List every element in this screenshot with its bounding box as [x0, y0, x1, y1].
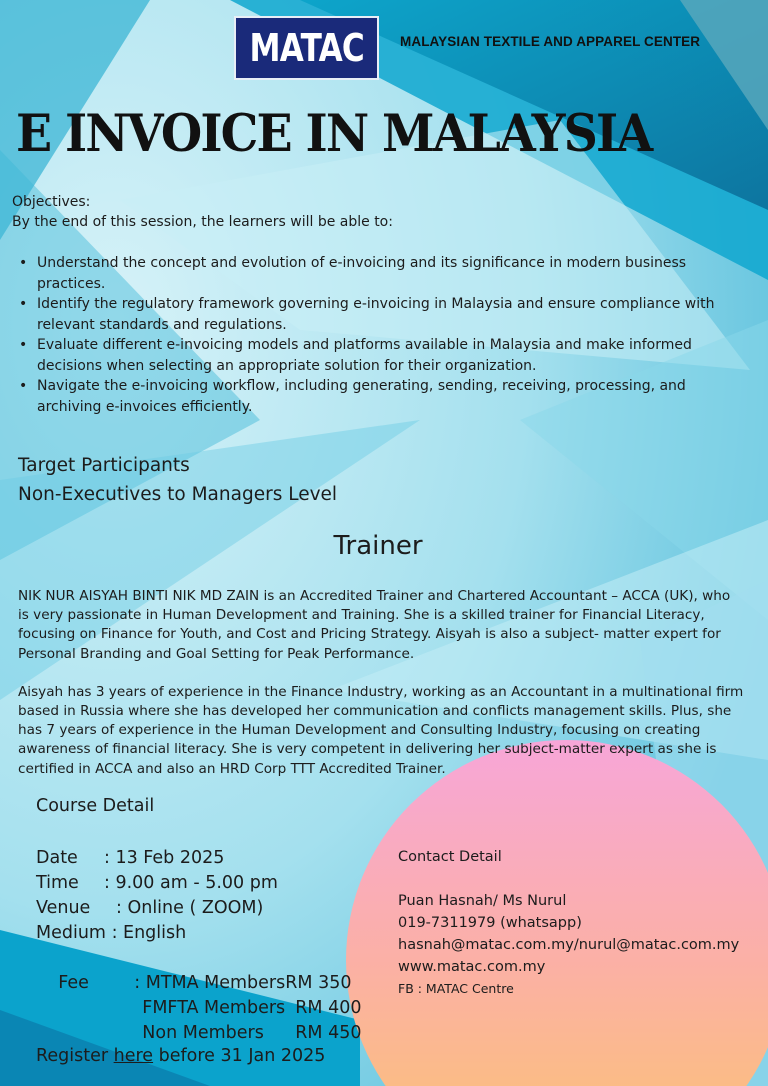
bio-paragraph-1: NIK NUR AISYAH BINTI NIK MD ZAIN is an Accredited Trainer and Chartered Accountant – ACCA (UK), who is very passionate in Human Development and Training. She is a skilled trainer for Financial Literacy, focusing on Finance for Youth, and Cost and Pricing Strategy. Aisyah is also a subject- matter expert for Personal Branding and Goal Setting for Peak Performance. — [18, 588, 731, 662]
trainer-heading: Trainer — [333, 531, 423, 561]
objective-item: • Navigate the e-invoicing workflow, including generating, sending, receiving, processing, and archiving e-invoices efficiently. — [37, 376, 727, 417]
medium-row: Medium : English — [36, 923, 187, 943]
contact-phone: 019-7311979 (whatsapp) — [398, 915, 582, 931]
register-line: Register here before 31 Jan 2025 — [36, 1046, 326, 1066]
bio-paragraph-2: Aisyah has 3 years of experience in the Finance Industry, working as an Accountant in a multinational firm based in Russia where she has developed her communication and conflicts management skills. Plus, she has 7 years of experience in the Human Development and Consulting Industry, focusing on creating awareness of financial literacy. She is very competent in delivering her subject-matter expert as she is certified in ACCA and also an HRD Corp TTT Accredited Trainer. — [18, 683, 744, 777]
course-detail-heading: Course Detail — [36, 796, 155, 816]
register-link[interactable]: here — [113, 1046, 154, 1066]
time-row: Time : 9.00 am - 5.00 pm — [36, 873, 278, 893]
objective-item: • Understand the concept and evolution of e-invoicing and its significance in modern business practices. — [37, 253, 727, 294]
objectives-heading: Objectives: — [12, 194, 91, 210]
contact-facebook: FB : MATAC Centre — [398, 981, 514, 996]
objectives-header — [12, 192, 393, 232]
date-row: Date : 13 Feb 2025 — [36, 848, 225, 868]
organization-name: MALAYSIAN TEXTILE AND APPAREL CENTER — [400, 34, 701, 49]
page-title: E INVOICE IN MALAYSIA — [16, 104, 652, 164]
contact-website[interactable]: www.matac.com.my — [398, 959, 546, 975]
contact-heading: Contact Detail — [398, 849, 502, 865]
fee-row: FMFTA Members RM 400 — [142, 998, 362, 1018]
target-level: Non-Executives to Managers Level — [18, 484, 338, 505]
matac-logo — [234, 16, 379, 80]
course-detail-list — [36, 846, 362, 1043]
target-participants — [18, 451, 337, 509]
target-heading: Target Participants — [18, 455, 190, 476]
fee-row: Fee : MTMA MembersRM 350 — [58, 973, 352, 993]
contact-email[interactable]: hasnah@matac.com.my/nurul@matac.com.my — [398, 937, 740, 953]
objectives-intro: By the end of this session, the learners will be able to: — [12, 214, 393, 230]
trainer-bio — [18, 587, 746, 798]
venue-row: Venue : Online ( ZOOM) — [36, 898, 264, 918]
objective-item: • Identify the regulatory framework governing e-invoicing in Malaysia and ensure compliance with relevant standards and regulations. — [37, 294, 727, 335]
logo-text: MATAC — [249, 26, 364, 70]
contact-details — [398, 890, 739, 1000]
fee-row: Non Members RM 450 — [142, 1023, 362, 1043]
objective-item: • Evaluate different e-invoicing models and platforms available in Malaysia and make informed decisions when selecting an appropriate solution for their organization. — [37, 335, 727, 376]
contact-name: Puan Hasnah/ Ms Nurul — [398, 893, 567, 909]
objectives-list — [37, 253, 727, 417]
